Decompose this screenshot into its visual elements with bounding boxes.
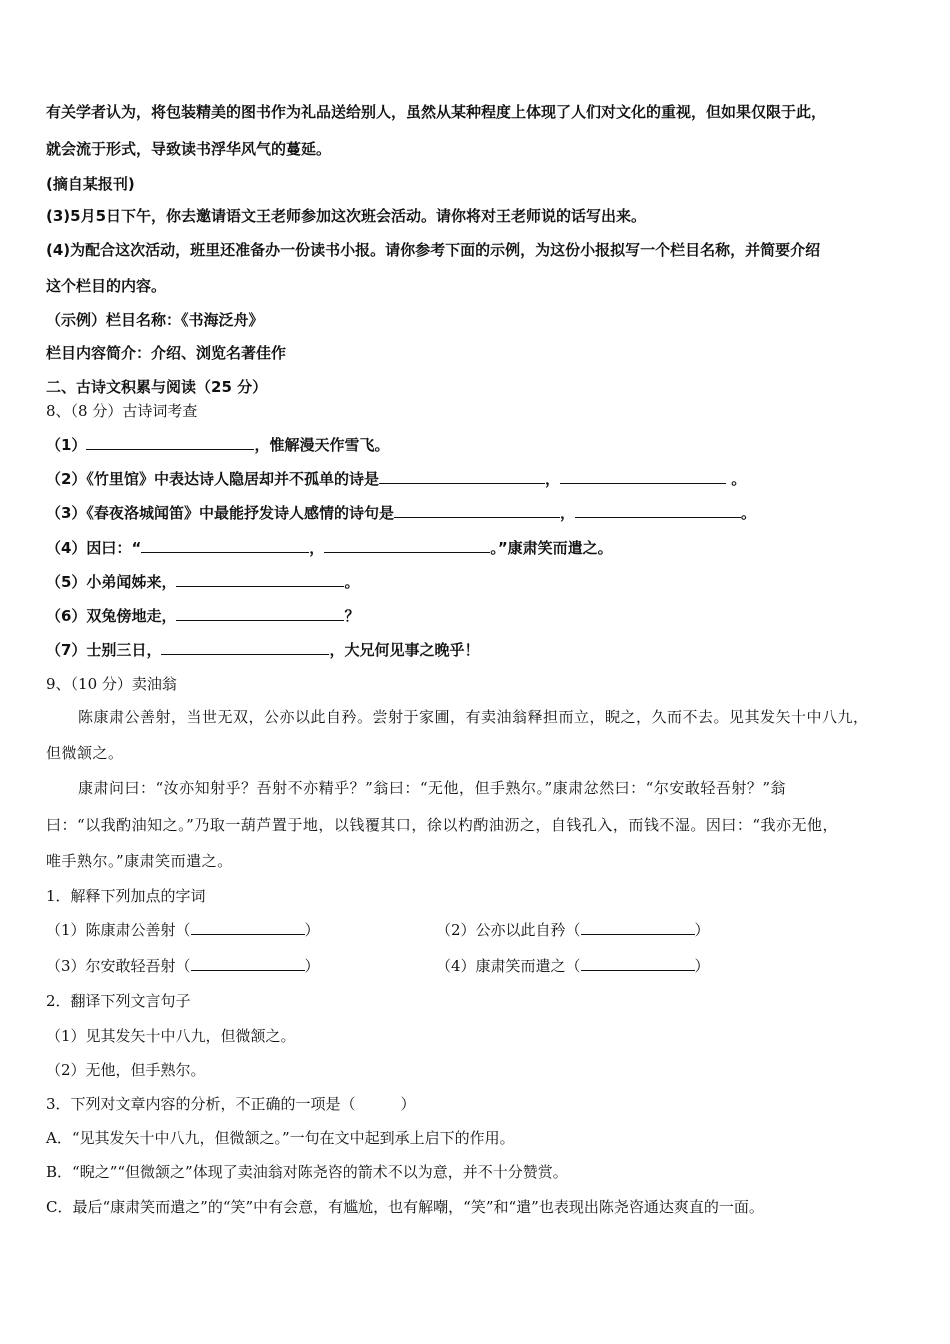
- q8-item-4-sep: ，: [309, 539, 325, 557]
- passage-p1-line-2: 但微颔之。: [46, 744, 124, 762]
- answer-blank[interactable]: [191, 956, 305, 971]
- question-3: (3)5月5日下午，你去邀请语文王老师参加这次班会活动。请你将对王老师说的话写出来。: [46, 207, 647, 225]
- q8-item-6: [46, 606, 914, 626]
- option-c[interactable]: C．最后“康肃笑而遣之”的“笑”中有会意，有尴尬，也有解嘲，“笑”和“遣”也表现出陈尧咨通达爽直的一面。: [46, 1198, 764, 1216]
- sub1-item-4: [436, 956, 710, 976]
- answer-blank[interactable]: [324, 538, 490, 553]
- option-a[interactable]: A．“见其发矢十中八九，但微颔之。”一句在文中起到承上启下的作用。: [46, 1129, 515, 1147]
- sub1-item-2-close: ）: [694, 921, 710, 939]
- intro-line-2: 就会流于形式，导致读书浮华风气的蔓延。: [46, 140, 332, 158]
- q8-item-4-suffix: 。”康肃笑而遣之。: [490, 539, 613, 557]
- answer-blank[interactable]: [379, 469, 545, 484]
- sub1-item-1-label: （1）陈康肃公善射（: [46, 921, 191, 939]
- q8-item-4: [46, 538, 914, 558]
- question-8-title: 8、（8 分）古诗词考查: [46, 402, 198, 420]
- q8-item-2-suffix: 。: [725, 470, 747, 488]
- q8-item-5-suffix: 。: [344, 573, 360, 591]
- q8-item-7-suffix: ，大兄何见事之晚乎！: [329, 641, 480, 659]
- q8-item-2: [46, 469, 914, 489]
- answer-blank[interactable]: [575, 503, 741, 518]
- q8-item-5-prefix: （5）小弟闻姊来，: [46, 573, 177, 591]
- answer-blank[interactable]: [581, 956, 695, 971]
- sub-question-3-title: 3．下列对文章内容的分析，不正确的一项是（ ）: [46, 1095, 416, 1113]
- answer-blank[interactable]: [394, 503, 560, 518]
- passage-p2-line-3: 唯手熟尔。”康肃笑而遣之。: [46, 852, 233, 870]
- q8-item-1: [46, 435, 914, 455]
- q8-item-3-suffix: 。: [740, 504, 756, 522]
- sub-question-1-title: 1．解释下列加点的字词: [46, 887, 206, 905]
- q8-item-7-prefix: （7）士别三日，: [46, 641, 162, 659]
- question-9-title: 9、（10 分）卖油翁: [46, 675, 177, 693]
- sub1-item-2: [436, 920, 710, 940]
- example-name: （示例）栏目名称：《书海泛舟》: [46, 311, 264, 329]
- q8-item-6-prefix: （6）双兔傍地走，: [46, 607, 177, 625]
- intro-line-1: 有关学者认为，将包装精美的图书作为礼品送给别人，虽然从某种程度上体现了人们对文化的重视，但如果仅限于此，: [46, 103, 827, 121]
- q8-item-1-suffix: ，惟解漫天作雪飞。: [254, 436, 390, 454]
- q8-item-1-prefix: （1）: [46, 436, 87, 454]
- passage-p1-line-1: 陈康肃公善射，当世无双，公亦以此自矜。尝射于家圃，有卖油翁释担而立，睨之，久而不去。见其发矢十中八九，: [78, 708, 869, 726]
- sub2-item-2: （2）无他，但手熟尔。: [46, 1061, 206, 1079]
- sub1-row-2: [46, 956, 914, 976]
- sub-question-2-title: 2．翻译下列文言句子: [46, 992, 191, 1010]
- sub1-item-2-label: （2）公亦以此自矜（: [436, 921, 581, 939]
- sub1-item-1-close: ）: [304, 921, 320, 939]
- sub1-item-3-close: ）: [304, 957, 320, 975]
- q8-item-4-prefix: （4）因曰：“: [46, 539, 142, 557]
- q8-item-6-suffix: ？: [344, 607, 360, 625]
- answer-blank[interactable]: [161, 640, 329, 655]
- passage-p2-line-2: 曰：“以我酌油知之。”乃取一葫芦置于地，以钱覆其口，徐以杓酌油沥之，自钱孔入，而钱不湿。因曰：“我亦无他，: [46, 816, 839, 834]
- answer-blank[interactable]: [141, 538, 309, 553]
- sub2-item-1: （1）见其发矢十中八九，但微颔之。: [46, 1027, 296, 1045]
- answer-blank[interactable]: [581, 920, 695, 935]
- sub1-row-1: [46, 920, 914, 940]
- question-4-line-1: (4)为配合这次活动，班里还准备办一份读书小报。请你参考下面的示例，为这份小报拟写一个栏目名称，并简要介绍: [46, 241, 821, 259]
- q8-item-5: [46, 572, 914, 592]
- answer-blank[interactable]: [176, 606, 344, 621]
- answer-blank[interactable]: [560, 469, 726, 484]
- section-2-heading: 二、古诗文积累与阅读（25 分）: [46, 378, 268, 396]
- q8-item-3: [46, 503, 914, 523]
- q8-item-2-sep: ，: [544, 470, 560, 488]
- passage-p2-line-1: 康肃问曰：“汝亦知射乎？吾射不亦精乎？”翁曰：“无他，但手熟尔。”康肃忿然曰：“尔安敢轻吾射？”翁: [78, 779, 787, 797]
- answer-blank[interactable]: [191, 920, 305, 935]
- answer-blank[interactable]: [86, 435, 254, 450]
- intro-source: (摘自某报刊): [46, 175, 135, 193]
- q8-item-3-sep: ，: [559, 504, 575, 522]
- sub1-item-4-label: （4）康肃笑而遣之（: [436, 957, 581, 975]
- example-desc: 栏目内容简介：介绍、浏览名著佳作: [46, 344, 287, 362]
- option-b[interactable]: B．“睨之”“但微颔之”体现了卖油翁对陈尧咨的箭术不以为意，并不十分赞赏。: [46, 1163, 568, 1181]
- question-4-line-2: 这个栏目的内容。: [46, 277, 167, 295]
- q8-item-2-prefix: （2）《竹里馆》中表达诗人隐居却并不孤单的诗是: [46, 470, 379, 488]
- sub1-item-4-close: ）: [694, 957, 710, 975]
- answer-blank[interactable]: [176, 572, 344, 587]
- q8-item-7: [46, 640, 914, 660]
- q8-item-3-prefix: （3）《春夜洛城闻笛》中最能抒发诗人感情的诗句是: [46, 504, 394, 522]
- sub1-item-3-label: （3）尔安敢轻吾射（: [46, 957, 191, 975]
